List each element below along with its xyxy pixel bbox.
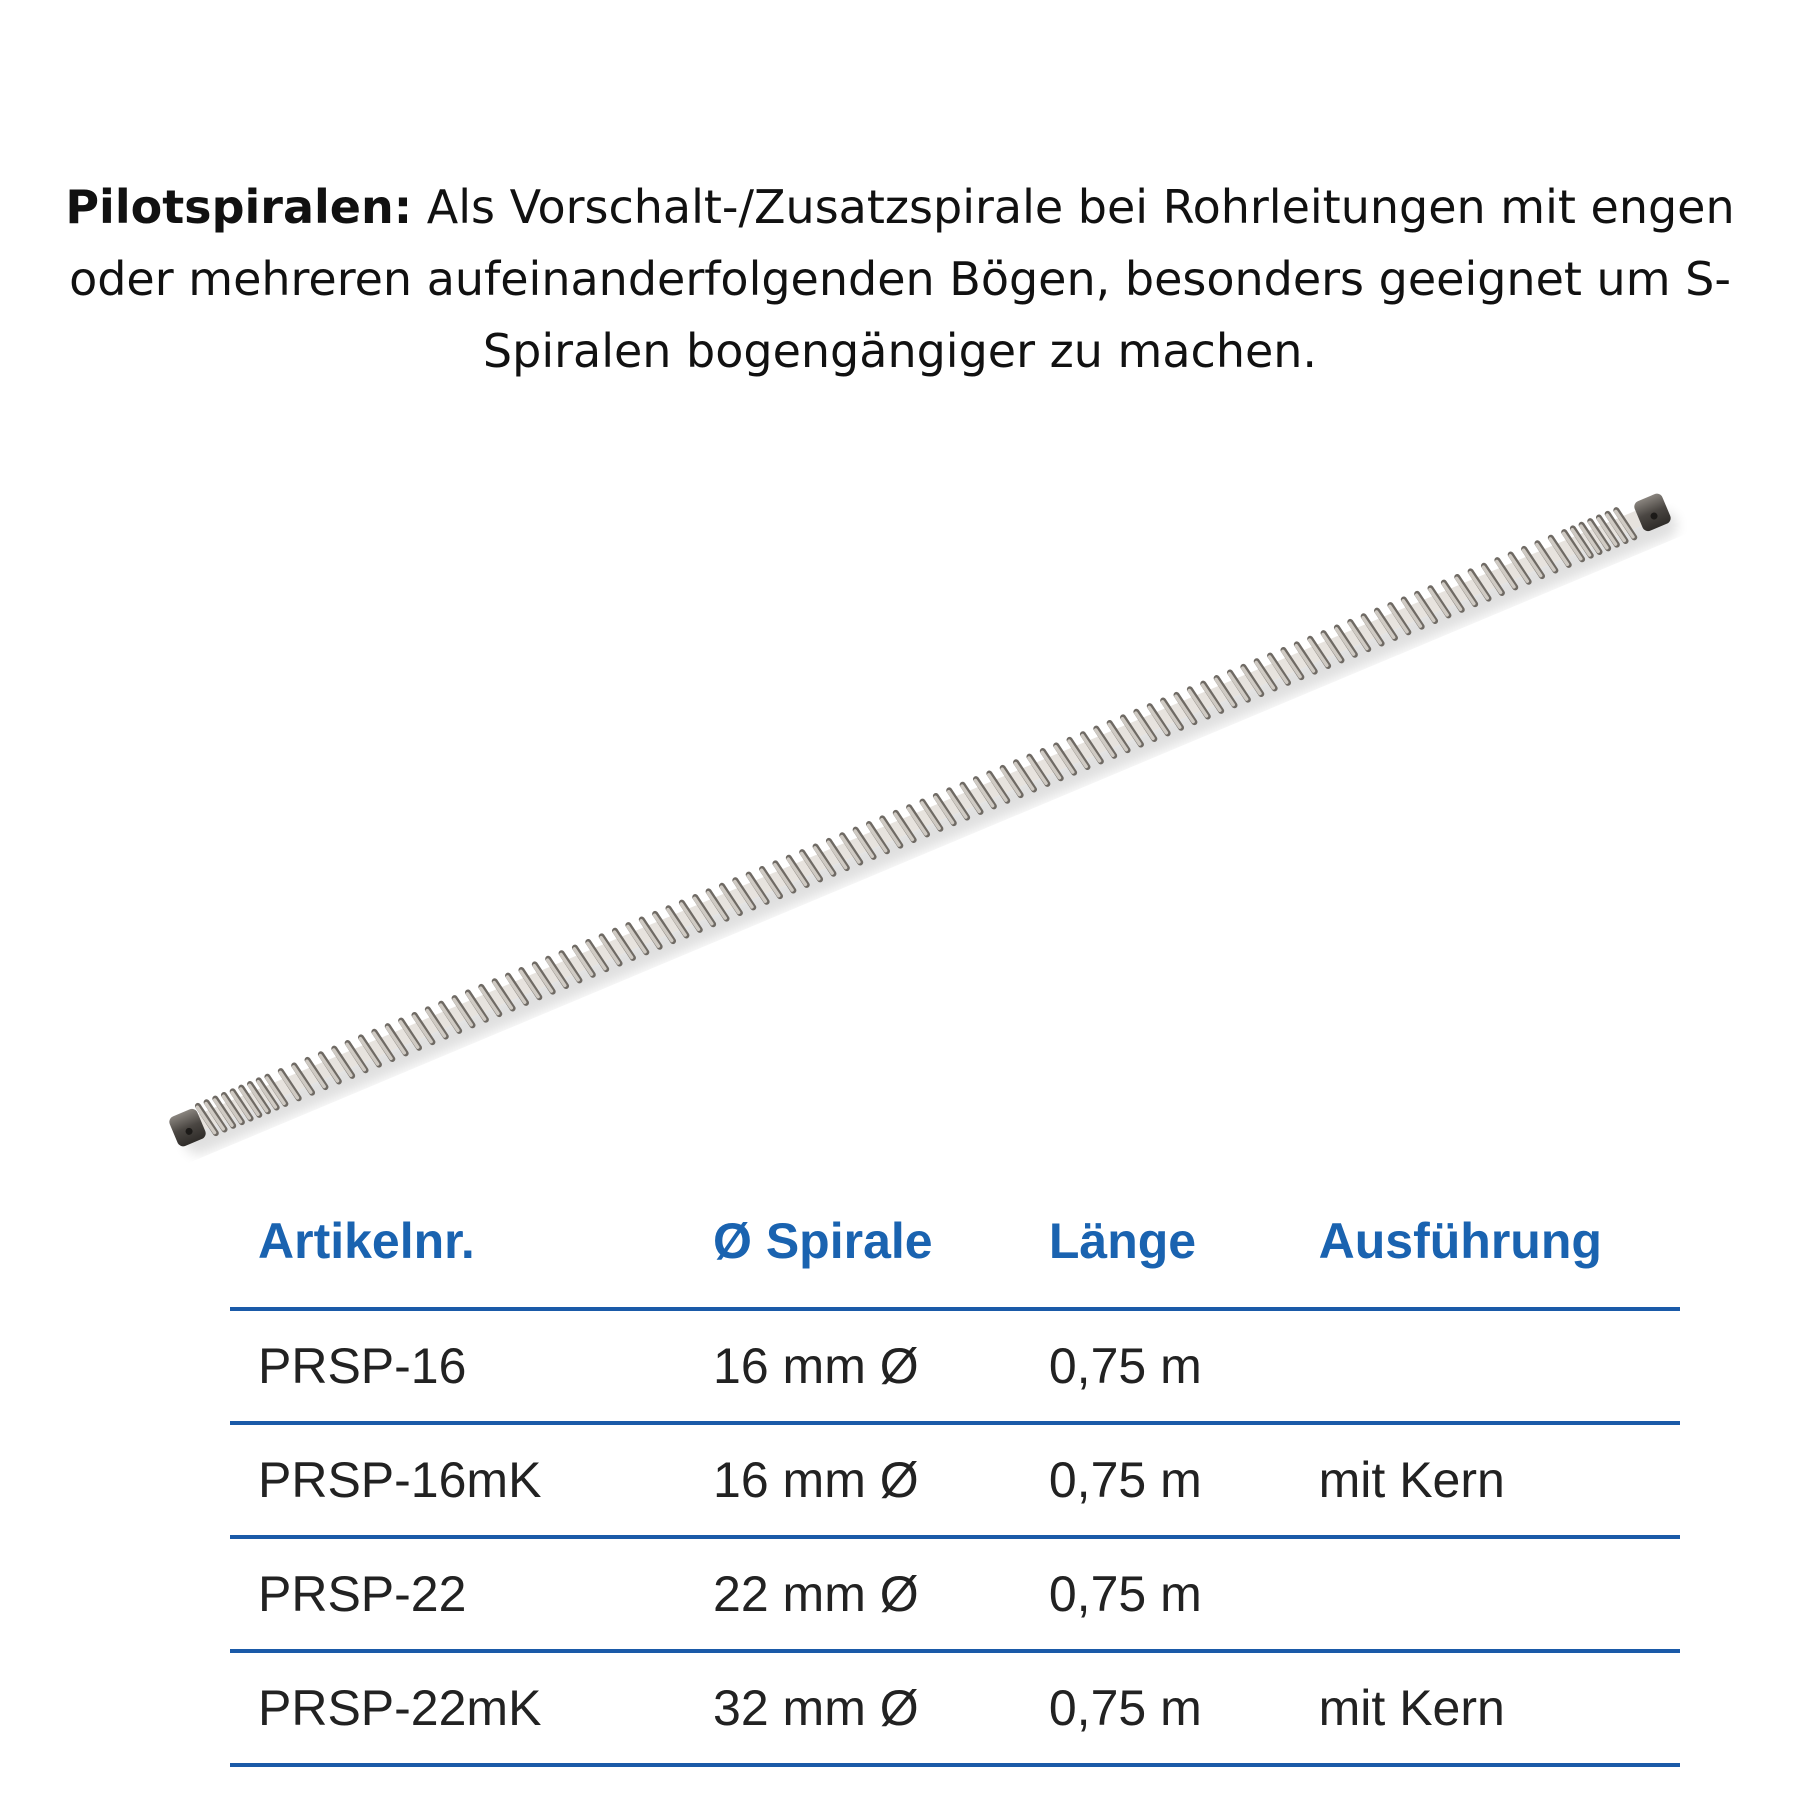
cell-artikelnr: PRSP-16 — [230, 1309, 685, 1423]
intro-paragraph — [60, 171, 1740, 387]
table-row — [230, 1651, 1680, 1765]
table-header-row — [230, 1175, 1680, 1309]
intro-lead: Pilotspiralen: — [65, 180, 413, 234]
cell-spirale: 16 mm Ø — [685, 1423, 1021, 1537]
spiral-coil-group — [167, 490, 1681, 1161]
intro-text: Als Vorschalt-/Zusatzspirale bei Rohrleitungen mit engen oder mehreren aufeinanderfolgenden Bögen, besonders geeignet um S-Spiralen bogengängiger zu machen. — [69, 180, 1735, 378]
cell-artikelnr: PRSP-22 — [230, 1537, 685, 1651]
cell-ausfuehrung — [1291, 1309, 1680, 1423]
cell-laenge: 0,75 m — [1021, 1537, 1291, 1651]
cell-artikelnr: PRSP-22mK — [230, 1651, 685, 1765]
header-artikelnr: Artikelnr. — [230, 1175, 685, 1309]
cell-ausfuehrung: mit Kern — [1291, 1651, 1680, 1765]
table-row — [230, 1309, 1680, 1423]
cell-spirale: 22 mm Ø — [685, 1537, 1021, 1651]
spec-table — [230, 1175, 1680, 1767]
cell-laenge: 0,75 m — [1021, 1309, 1291, 1423]
table-row — [230, 1423, 1680, 1537]
cell-ausfuehrung: mit Kern — [1291, 1423, 1680, 1537]
cell-ausfuehrung — [1291, 1537, 1680, 1651]
cell-laenge: 0,75 m — [1021, 1423, 1291, 1537]
table-row — [230, 1537, 1680, 1651]
cell-spirale: 16 mm Ø — [685, 1309, 1021, 1423]
header-spirale: Ø Spirale — [685, 1175, 1021, 1309]
header-ausfuehrung: Ausführung — [1291, 1175, 1680, 1309]
header-laenge: Länge — [1021, 1175, 1291, 1309]
cell-laenge: 0,75 m — [1021, 1651, 1291, 1765]
spiral-product-image — [140, 410, 1740, 1170]
cell-spirale: 32 mm Ø — [685, 1651, 1021, 1765]
cell-artikelnr: PRSP-16mK — [230, 1423, 685, 1537]
